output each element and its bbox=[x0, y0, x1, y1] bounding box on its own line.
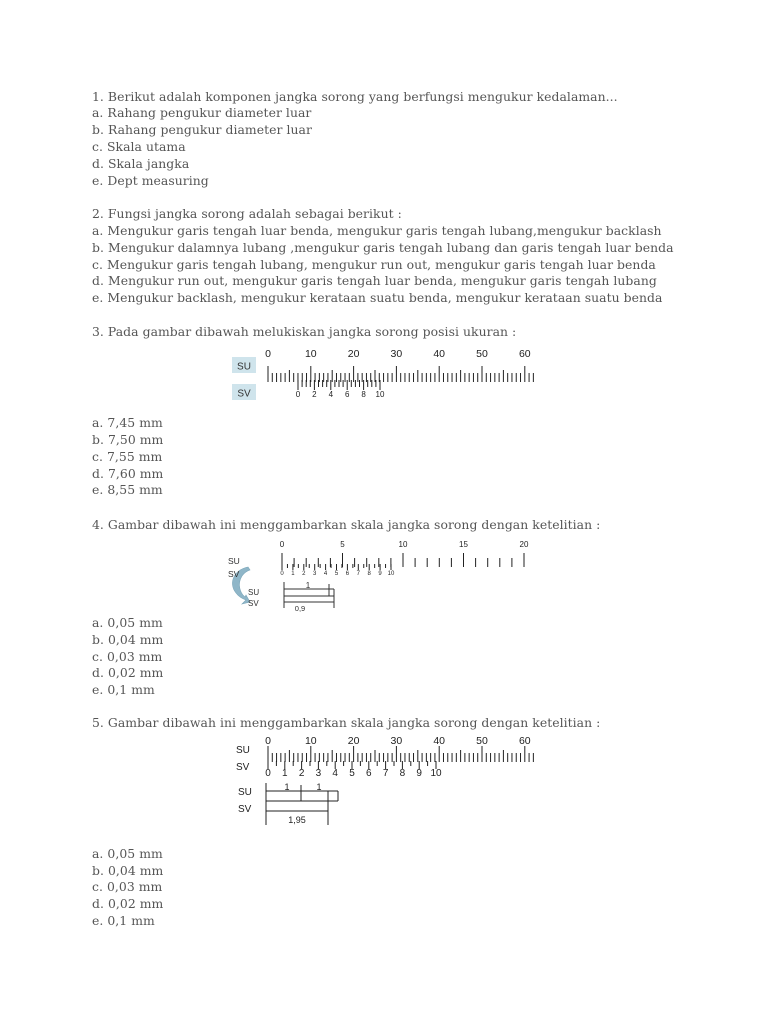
question-2-option-b: b. Mengukur dalamnya lubang ,mengukur garis tengah lubang dan garis tengah luar benda bbox=[92, 240, 674, 255]
main-scale-ticks bbox=[282, 553, 524, 567]
vernier-figure-q5 bbox=[232, 733, 536, 833]
sv-label: SV bbox=[237, 388, 251, 400]
sv-label: SV bbox=[236, 762, 250, 773]
question-3-option-c: c. 7,55 mm bbox=[92, 449, 163, 464]
sv-label: SV bbox=[228, 569, 240, 579]
vernier-scale-label: 4 bbox=[328, 390, 334, 399]
main-scale-label: 60 bbox=[518, 735, 531, 747]
vernier-scale-label: 3 bbox=[315, 768, 322, 779]
vernier-scale-label: 5 bbox=[349, 768, 355, 779]
question-5-option-c: c. 0,03 mm bbox=[92, 879, 163, 894]
vernier-scale-label: 8 bbox=[367, 571, 371, 577]
question-4-option-b: b. 0,04 mm bbox=[92, 632, 164, 647]
question-4-option-c: c. 0,03 mm bbox=[92, 649, 163, 664]
vernier-scale-label: 7 bbox=[356, 571, 360, 577]
question-1-option-e: e. Dept measuring bbox=[92, 173, 209, 188]
question-5-option-b: b. 0,04 mm bbox=[92, 863, 164, 878]
question-4-text: 4. Gambar dibawah ini menggambarkan skala jangka sorong dengan ketelitian : bbox=[92, 517, 601, 532]
main-scale-label: 30 bbox=[390, 348, 403, 360]
question-1-text: 1. Berikut adalah komponen jangka sorong yang berfungsi mengukur kedalaman... bbox=[92, 89, 618, 104]
main-scale-label: 0 bbox=[279, 540, 285, 549]
vernier-scale-label: 1 bbox=[282, 768, 288, 779]
vernier-scale-label: 0 bbox=[280, 571, 284, 577]
su-label: SU bbox=[237, 361, 251, 373]
main-scale-label: 10 bbox=[304, 348, 317, 360]
main-scale-label: 20 bbox=[347, 348, 360, 360]
detail-sv-label: SV bbox=[248, 599, 259, 608]
vernier-scale-labels bbox=[265, 768, 442, 779]
vernier-scale-label: 2 bbox=[298, 768, 305, 779]
main-scale-label: 50 bbox=[476, 348, 488, 360]
vernier-scale-label: 10 bbox=[375, 390, 385, 399]
question-3-option-e: e. 8,55 mm bbox=[92, 482, 163, 497]
main-scale-label: 20 bbox=[519, 540, 529, 549]
question-3-option-b: b. 7,50 mm bbox=[92, 432, 164, 447]
main-scale-label: 10 bbox=[398, 540, 408, 549]
vernier-figure-q4 bbox=[224, 538, 532, 614]
question-1-option-b: b. Rahang pengukur diameter luar bbox=[92, 122, 312, 137]
main-scale-label: 60 bbox=[518, 348, 531, 360]
detail-sv-label: SV bbox=[238, 804, 252, 815]
detail-top-right-value: 1 bbox=[316, 782, 322, 792]
vernier-scale-ticks bbox=[282, 564, 391, 570]
question-2-option-d: d. Mengukur run out, mengukur garis tengah luar benda, mengukur garis tengah lubang bbox=[92, 273, 657, 288]
vernier-figure-q3 bbox=[232, 344, 536, 402]
vernier-scale-label: 6 bbox=[366, 768, 372, 779]
question-5-option-a: a. 0,05 mm bbox=[92, 846, 163, 861]
vernier-scale-labels bbox=[296, 390, 385, 399]
vernier-scale-label: 9 bbox=[416, 768, 422, 779]
su-label: SU bbox=[236, 745, 250, 756]
vernier-scale-label: 10 bbox=[387, 571, 395, 577]
detail-top-left-value: 1 bbox=[284, 782, 290, 792]
question-1-option-a: a. Rahang pengukur diameter luar bbox=[92, 105, 312, 120]
main-scale-labels bbox=[265, 735, 531, 747]
question-5-option-d: d. 0,02 mm bbox=[92, 896, 164, 911]
question-1-option-c: c. Skala utama bbox=[92, 139, 186, 154]
vernier-scale-label: 2 bbox=[312, 390, 317, 399]
vernier-scale-label: 0 bbox=[295, 390, 301, 399]
vernier-scale-labels bbox=[280, 571, 395, 577]
vernier-scale-label: 3 bbox=[313, 571, 317, 577]
vernier-scale-label: 6 bbox=[345, 571, 350, 577]
question-1-option-d: d. Skala jangka bbox=[92, 156, 190, 171]
su-label: SU bbox=[228, 556, 240, 566]
question-5-text: 5. Gambar dibawah ini menggambarkan skala jangka sorong dengan ketelitian : bbox=[92, 715, 601, 730]
vernier-scale-label: 4 bbox=[323, 571, 328, 577]
question-4-option-e: e. 0,1 mm bbox=[92, 682, 155, 697]
main-scale-labels bbox=[280, 540, 529, 549]
detail-top-value: 1 bbox=[305, 581, 311, 590]
main-scale-labels bbox=[265, 348, 531, 360]
vernier-scale-ticks bbox=[298, 380, 380, 390]
vernier-scale-label: 9 bbox=[378, 571, 382, 577]
vernier-scale-label: 7 bbox=[382, 768, 389, 779]
detail-bottom-value: 1,95 bbox=[288, 815, 306, 825]
question-2-option-a: a. Mengukur garis tengah luar benda, mengukur garis tengah lubang,mengukur backlash bbox=[92, 223, 662, 238]
vernier-scale-label: 6 bbox=[344, 390, 350, 399]
detail-bottom-value: 0,9 bbox=[294, 604, 306, 613]
vernier-scale-label: 0 bbox=[265, 768, 271, 779]
question-3-option-d: d. 7,60 mm bbox=[92, 466, 164, 481]
main-scale-label: 40 bbox=[433, 735, 446, 747]
main-scale-label: 30 bbox=[390, 735, 403, 747]
main-scale-ticks bbox=[268, 746, 536, 762]
vernier-scale-label: 1 bbox=[291, 571, 295, 577]
vernier-scale-label: 8 bbox=[399, 768, 406, 779]
vernier-scale-label: 10 bbox=[430, 768, 442, 779]
main-scale-label: 40 bbox=[433, 348, 446, 360]
vernier-scale-label: 8 bbox=[361, 390, 366, 399]
question-3-option-a: a. 7,45 mm bbox=[92, 415, 163, 430]
question-2-option-e: e. Mengukur backlash, mengukur kerataan suatu benda, mengukur kerataan suatu benda bbox=[92, 290, 663, 305]
question-3-text: 3. Pada gambar dibawah melukiskan jangka sorong posisi ukuran : bbox=[92, 324, 517, 339]
main-scale-ticks bbox=[268, 366, 536, 382]
main-scale-label: 0 bbox=[265, 348, 271, 360]
vernier-scale-label: 4 bbox=[332, 768, 338, 779]
vernier-scale-label: 5 bbox=[334, 571, 339, 577]
detail-su-label: SU bbox=[248, 588, 260, 597]
question-4-option-a: a. 0,05 mm bbox=[92, 615, 163, 630]
vernier-scale-label: 2 bbox=[302, 571, 306, 577]
main-scale-label: 50 bbox=[476, 735, 488, 747]
main-scale-label: 0 bbox=[265, 735, 271, 747]
detail-su-label: SU bbox=[238, 787, 252, 798]
question-5-option-e: e. 0,1 mm bbox=[92, 913, 155, 928]
main-scale-label: 20 bbox=[347, 735, 360, 747]
main-scale-label: 10 bbox=[304, 735, 317, 747]
main-scale-label: 5 bbox=[340, 540, 345, 549]
main-scale-label: 15 bbox=[459, 540, 468, 549]
question-4-option-d: d. 0,02 mm bbox=[92, 665, 164, 680]
question-2-option-c: c. Mengukur garis tengah lubang, mengukur run out, mengukur garis tengah luar benda bbox=[92, 257, 656, 272]
question-2-text: 2. Fungsi jangka sorong adalah sebagai berikut : bbox=[92, 206, 402, 221]
